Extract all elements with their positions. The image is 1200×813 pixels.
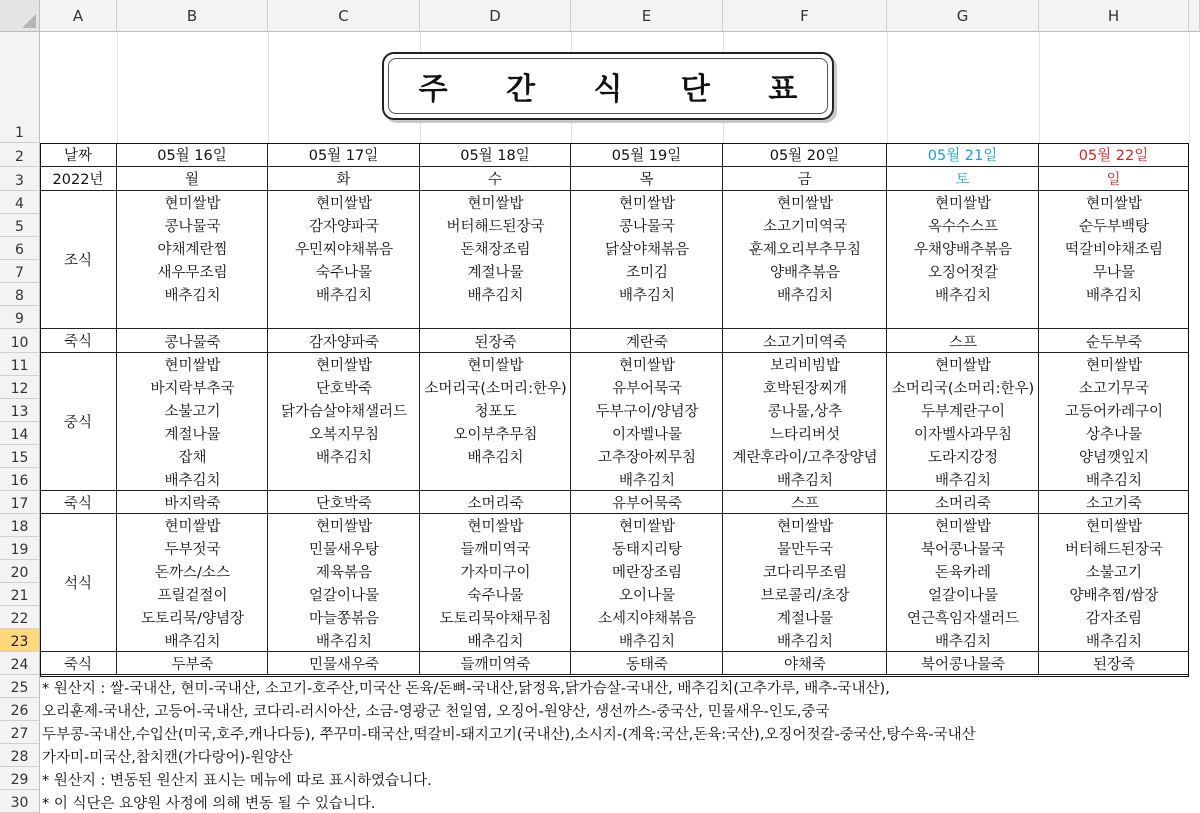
- menu-item[interactable]: 배추김치: [618, 634, 676, 650]
- menu-item[interactable]: 콩나물죽: [164, 334, 221, 351]
- menu-item[interactable]: 유부어묵죽: [611, 496, 683, 512]
- menu-item[interactable]: 오이부추무침: [453, 427, 538, 443]
- menu-item[interactable]: 소머리국(소머리:한우): [424, 381, 567, 397]
- meal-label-porridge3[interactable]: 죽식: [40, 652, 117, 675]
- menu-item[interactable]: 스프: [790, 496, 819, 512]
- menu-item[interactable]: 소고기죽: [1085, 496, 1143, 512]
- row-header-9[interactable]: 9: [0, 306, 40, 329]
- menu-item[interactable]: 소머리국(소머리:한우): [891, 381, 1035, 397]
- menu-item[interactable]: 버터해드된장국: [446, 219, 545, 235]
- menu-item[interactable]: 콩나물국: [618, 219, 676, 235]
- day-cell[interactable]: 화: [268, 167, 420, 191]
- menu-item[interactable]: 도라지강정: [927, 450, 999, 466]
- row-header-21[interactable]: 21: [0, 583, 40, 606]
- menu-item[interactable]: 현미쌀밥: [776, 519, 834, 535]
- menu-item[interactable]: 현미쌀밥: [315, 358, 373, 374]
- row-header-20[interactable]: 20: [0, 560, 40, 583]
- menu-item[interactable]: 감자양파죽: [308, 334, 380, 351]
- menu-item[interactable]: 청포도: [474, 404, 517, 420]
- column-header-d[interactable]: D: [420, 0, 571, 32]
- menu-item[interactable]: 배추김치: [776, 473, 834, 489]
- menu-item[interactable]: 현미쌀밥: [618, 196, 676, 212]
- menu-item[interactable]: 코다리무조림: [762, 565, 848, 581]
- menu-item[interactable]: 도토리묵야채무침: [439, 611, 552, 627]
- menu-item[interactable]: 우민찌야채볶음: [294, 242, 394, 258]
- gridline: [268, 32, 269, 143]
- menu-item[interactable]: 상추나물: [1085, 427, 1143, 443]
- date-cell[interactable]: 05월 16일: [117, 143, 268, 167]
- menu-item[interactable]: 민물새우죽: [308, 657, 380, 673]
- row-header-29[interactable]: 29: [0, 767, 40, 790]
- day-cell[interactable]: 수: [420, 167, 571, 191]
- menu-item[interactable]: 양배추찜/쌈장: [1069, 588, 1159, 604]
- row-header-1[interactable]: 1: [0, 32, 40, 143]
- note-line: 가자미-미국산,참치캔(가다랑어)-원양산: [42, 750, 293, 766]
- menu-item[interactable]: 이자벨나물: [611, 427, 683, 443]
- menu-item[interactable]: 돈까스/소스: [155, 565, 230, 581]
- menu-item[interactable]: 배추김치: [315, 634, 373, 650]
- menu-item[interactable]: 양념깻잎지: [1078, 450, 1150, 466]
- menu-item[interactable]: 소고기미역국: [762, 219, 848, 235]
- menu-item[interactable]: 두부젓국: [164, 542, 221, 558]
- row-header-16[interactable]: 16: [0, 468, 40, 491]
- menu-item[interactable]: 떡갈비야채조림: [1064, 242, 1164, 258]
- menu-item[interactable]: 콩나물,상추: [767, 404, 843, 420]
- select-all-triangle-icon: [22, 14, 36, 28]
- menu-item[interactable]: 계절나물: [164, 427, 221, 443]
- column-header-b[interactable]: B: [117, 0, 268, 32]
- menu-item[interactable]: 물만두국: [776, 542, 834, 558]
- menu-item[interactable]: 배추김치: [315, 450, 373, 466]
- note-line: * 원산지 : 변동된 원산지 표시는 메뉴에 따로 표시하였습니다.: [42, 773, 432, 789]
- row-header-14[interactable]: 14: [0, 422, 40, 445]
- date-label-cell[interactable]: 날짜: [40, 143, 117, 167]
- menu-item[interactable]: 배추김치: [934, 634, 992, 650]
- menu-item[interactable]: 제육볶음: [315, 565, 373, 581]
- date-cell[interactable]: 05월 18일: [420, 143, 571, 167]
- menu-item[interactable]: 감자조림: [1085, 611, 1143, 627]
- menu-item[interactable]: 도토리묵/양념장: [141, 611, 244, 627]
- menu-item[interactable]: 된장죽: [1092, 657, 1136, 673]
- meal-label-breakfast[interactable]: 조식: [40, 191, 117, 329]
- gridline: [117, 32, 118, 143]
- select-all-corner[interactable]: [0, 0, 40, 32]
- menu-item[interactable]: 배추김치: [1085, 473, 1143, 489]
- menu-item[interactable]: 무나물: [1092, 265, 1136, 281]
- menu-item[interactable]: 야채계란찜: [157, 242, 228, 258]
- menu-item[interactable]: 새우무조림: [157, 265, 228, 281]
- row-header-23[interactable]: 23: [0, 629, 40, 652]
- menu-item[interactable]: 바지락부추국: [150, 381, 235, 397]
- row-header-19[interactable]: 19: [0, 537, 40, 560]
- column-header-next[interactable]: [1189, 0, 1200, 32]
- menu-item[interactable]: 현미쌀밥: [315, 519, 373, 535]
- menu-item[interactable]: 프릴겉절이: [157, 588, 228, 604]
- menu-item[interactable]: 북어콩나물국: [920, 542, 1006, 558]
- day-cell[interactable]: 목: [571, 167, 723, 191]
- menu-item[interactable]: 잡채: [178, 450, 207, 466]
- note-line: 오리훈제-국내산, 고등어-국내산, 코다리-러시아산, 소금-영광군 천일염, 오징어-원양산, 생선까스-중국산, 민물새우-인도,중국: [42, 704, 830, 720]
- menu-item[interactable]: 양배추볶음: [769, 265, 841, 281]
- menu-item[interactable]: 배추김치: [618, 288, 676, 304]
- row-header-6[interactable]: 6: [0, 237, 40, 260]
- date-cell[interactable]: 05월 21일: [887, 143, 1039, 167]
- meal-label-porridge2[interactable]: 죽식: [40, 491, 117, 514]
- menu-item[interactable]: 현미쌀밥: [618, 519, 676, 535]
- menu-item[interactable]: 콩나물국: [164, 219, 221, 235]
- menu-item[interactable]: 배추김치: [164, 634, 221, 650]
- menu-item[interactable]: 현미쌀밥: [1085, 358, 1143, 374]
- menu-item[interactable]: 민물새우탕: [308, 542, 380, 558]
- row-header-3[interactable]: 3: [0, 167, 40, 191]
- note-line: * 원산지 : 쌀-국내산, 현미-국내산, 소고기-호주산,미국산 돈육/돈뼈-국내산,닭정육,닭가슴살-국내산, 배추김치(고추가루, 배추-국내산),: [42, 681, 890, 697]
- menu-item[interactable]: 현미쌀밥: [467, 196, 524, 212]
- row-header-28[interactable]: 28: [0, 744, 40, 767]
- menu-item[interactable]: 현미쌀밥: [1085, 196, 1143, 212]
- row-header-7[interactable]: 7: [0, 260, 40, 283]
- menu-item[interactable]: 닭가슴살야채샐러드: [280, 404, 408, 420]
- meal-label-lunch[interactable]: 중식: [40, 353, 117, 491]
- column-header-g[interactable]: G: [887, 0, 1039, 32]
- row-header-26[interactable]: 26: [0, 698, 40, 721]
- menu-item[interactable]: 소고기미역죽: [762, 334, 848, 351]
- menu-item[interactable]: 순두부백탕: [1078, 219, 1150, 235]
- menu-item[interactable]: 브로콜리/초장: [760, 588, 850, 604]
- menu-item[interactable]: 야채죽: [783, 657, 827, 673]
- menu-item[interactable]: 보리비빔밥: [769, 358, 841, 374]
- menu-item[interactable]: 조미김: [625, 265, 669, 281]
- menu-item[interactable]: 두부죽: [171, 657, 214, 673]
- day-cell[interactable]: 월: [117, 167, 268, 191]
- menu-item[interactable]: 닭살야채볶음: [604, 242, 690, 258]
- year-label-cell[interactable]: 2022년: [40, 167, 117, 191]
- menu-item[interactable]: 배추김치: [618, 473, 676, 489]
- row-header-5[interactable]: 5: [0, 214, 40, 237]
- menu-item[interactable]: 훈제오리부추무침: [748, 242, 862, 258]
- menu-item[interactable]: 고등어카레구이: [1064, 404, 1164, 420]
- menu-item[interactable]: 단호박죽: [315, 381, 373, 397]
- menu-item[interactable]: 소세지야채볶음: [597, 611, 697, 627]
- menu-item[interactable]: 배추김치: [934, 473, 992, 489]
- menu-item[interactable]: 계란후라이/고추장양념: [732, 450, 878, 466]
- menu-item[interactable]: 계절나물: [467, 265, 524, 281]
- menu-item[interactable]: 계란죽: [625, 334, 669, 351]
- row-header-22[interactable]: 22: [0, 606, 40, 629]
- menu-item[interactable]: 배추김치: [164, 473, 221, 489]
- menu-item[interactable]: 얼갈이나물: [308, 588, 380, 604]
- row-header-30[interactable]: 30: [0, 790, 40, 813]
- row-header-10[interactable]: 10: [0, 329, 40, 353]
- menu-item[interactable]: [420, 468, 571, 491]
- menu-item[interactable]: 배추김치: [934, 288, 992, 304]
- day-cell[interactable]: 금: [723, 167, 887, 191]
- row-header-13[interactable]: 13: [0, 399, 40, 422]
- menu-item[interactable]: 배추김치: [1085, 288, 1143, 304]
- menu-item[interactable]: 현미쌀밥: [776, 196, 834, 212]
- menu-item[interactable]: 현미쌀밥: [315, 196, 373, 212]
- date-cell[interactable]: 05월 20일: [723, 143, 887, 167]
- row-header-17[interactable]: 17: [0, 491, 40, 514]
- menu-item[interactable]: 가자미구이: [460, 565, 531, 581]
- row-header-15[interactable]: 15: [0, 445, 40, 468]
- menu-item[interactable]: 들깨미역죽: [460, 657, 531, 673]
- menu-item[interactable]: 현미쌀밥: [934, 519, 992, 535]
- day-cell[interactable]: 일: [1039, 167, 1189, 191]
- date-cell[interactable]: 05월 17일: [268, 143, 420, 167]
- menu-item[interactable]: 현미쌀밥: [164, 358, 221, 374]
- date-cell[interactable]: 05월 19일: [571, 143, 723, 167]
- row-header-11[interactable]: 11: [0, 353, 40, 376]
- menu-item[interactable]: 버터해드된장국: [1064, 542, 1164, 558]
- column-header-c[interactable]: C: [268, 0, 420, 32]
- menu-item[interactable]: 현미쌀밥: [164, 519, 221, 535]
- menu-item[interactable]: 소머리죽: [467, 496, 524, 512]
- row-header-2[interactable]: 2: [0, 143, 40, 167]
- day-cell[interactable]: 토: [887, 167, 1039, 191]
- menu-item[interactable]: 배추김치: [467, 450, 524, 466]
- menu-item[interactable]: 돈채장조림: [460, 242, 531, 258]
- menu-item[interactable]: 배추김치: [776, 634, 834, 650]
- gridline: [1039, 32, 1040, 143]
- meal-label-dinner[interactable]: 석식: [40, 514, 117, 652]
- gridline: [887, 32, 888, 143]
- menu-item[interactable]: 들깨미역국: [460, 542, 531, 558]
- gridline: [1189, 32, 1190, 143]
- menu-item[interactable]: 두부계란구이: [920, 404, 1006, 420]
- menu-item[interactable]: 현미쌀밥: [618, 358, 676, 374]
- date-cell[interactable]: 05월 22일: [1039, 143, 1189, 167]
- menu-item[interactable]: 배추김치: [776, 288, 834, 304]
- menu-item[interactable]: 느타리버섯: [769, 427, 841, 443]
- menu-item[interactable]: 고추장아찌무침: [597, 450, 697, 466]
- menu-item[interactable]: 소머리죽: [934, 496, 992, 512]
- column-header-f[interactable]: F: [723, 0, 887, 32]
- menu-item[interactable]: 현미쌀밥: [1085, 519, 1143, 535]
- menu-item[interactable]: 순두부죽: [1085, 334, 1143, 351]
- column-header-a[interactable]: A: [40, 0, 117, 32]
- menu-item[interactable]: 배추김치: [1085, 634, 1143, 650]
- title-text: 주 간 식 단 표: [418, 72, 822, 107]
- menu-item[interactable]: 현미쌀밥: [164, 196, 221, 212]
- note-line: * 이 식단은 요양원 사정에 의해 변동 될 수 있습니다.: [42, 796, 376, 812]
- menu-item[interactable]: 북어콩나물죽: [920, 657, 1006, 673]
- menu-item[interactable]: 계절나물: [776, 611, 834, 627]
- menu-item[interactable]: 숙주나물: [315, 265, 373, 281]
- row-header-4[interactable]: 4: [0, 191, 40, 214]
- menu-item[interactable]: 단호박죽: [315, 496, 373, 512]
- column-header-e[interactable]: E: [571, 0, 723, 32]
- menu-item[interactable]: 이자벨사과무침: [913, 427, 1013, 443]
- menu-item[interactable]: 옥수수스프: [927, 219, 999, 235]
- menu-item[interactable]: 배추김치: [467, 634, 524, 650]
- menu-item[interactable]: 마늘쫑볶음: [308, 611, 380, 627]
- meal-label-porridge1[interactable]: 죽식: [40, 329, 117, 353]
- menu-item[interactable]: 유부어묵국: [611, 381, 683, 397]
- menu-item[interactable]: 동태죽: [625, 657, 669, 673]
- menu-item[interactable]: 연근흑임자샐러드: [906, 611, 1020, 627]
- menu-item[interactable]: 두부구이/양념장: [595, 404, 699, 420]
- menu-item[interactable]: 우채양배추볶음: [913, 242, 1013, 258]
- menu-item[interactable]: 숙주나물: [467, 588, 524, 604]
- menu-item[interactable]: 오복지무침: [308, 427, 380, 443]
- menu-item[interactable]: [268, 468, 420, 491]
- menu-item[interactable]: 소고기무국: [1078, 381, 1150, 397]
- menu-item[interactable]: 메란장조림: [611, 565, 683, 581]
- menu-item[interactable]: 된장죽: [474, 334, 517, 351]
- menu-item[interactable]: 오이나물: [618, 588, 676, 604]
- column-header-h[interactable]: H: [1039, 0, 1189, 32]
- menu-item[interactable]: 오징어젓갈: [927, 265, 999, 281]
- menu-item[interactable]: 호박된장찌개: [762, 381, 848, 397]
- row-header-8[interactable]: 8: [0, 283, 40, 306]
- row-header-25[interactable]: 25: [0, 675, 40, 698]
- menu-item[interactable]: 현미쌀밥: [467, 519, 524, 535]
- row-header-18[interactable]: 18: [0, 514, 40, 537]
- menu-item[interactable]: 현미쌀밥: [467, 358, 524, 374]
- row-header-27[interactable]: 27: [0, 721, 40, 744]
- menu-item[interactable]: 얼갈이나물: [927, 588, 999, 604]
- menu-item[interactable]: 소불고기: [1085, 565, 1143, 581]
- row-header-24[interactable]: 24: [0, 652, 40, 675]
- menu-item[interactable]: 현미쌀밥: [934, 358, 992, 374]
- menu-item[interactable]: 스프: [948, 334, 977, 351]
- row-header-12[interactable]: 12: [0, 376, 40, 399]
- menu-item[interactable]: 배추김치: [467, 288, 524, 304]
- menu-item[interactable]: 동태지리탕: [611, 542, 683, 558]
- menu-item[interactable]: 현미쌀밥: [934, 196, 992, 212]
- menu-item[interactable]: 배추김치: [164, 288, 221, 304]
- menu-item[interactable]: 소불고기: [164, 404, 221, 420]
- note-line: 두부콩-국내산,수입산(미국,호주,캐나다등), 쭈꾸미-태국산,떡갈비-돼지고기(국내산),소시지-(계육:국산,돈육:국산),오징어젓갈-중국산,탕수육-국내산: [42, 727, 976, 743]
- menu-item[interactable]: 바지락죽: [164, 496, 221, 512]
- page-title: [382, 52, 834, 120]
- menu-item[interactable]: 돈육카레: [934, 565, 992, 581]
- menu-item[interactable]: 배추김치: [315, 288, 373, 304]
- menu-item[interactable]: 감자양파국: [308, 219, 380, 235]
